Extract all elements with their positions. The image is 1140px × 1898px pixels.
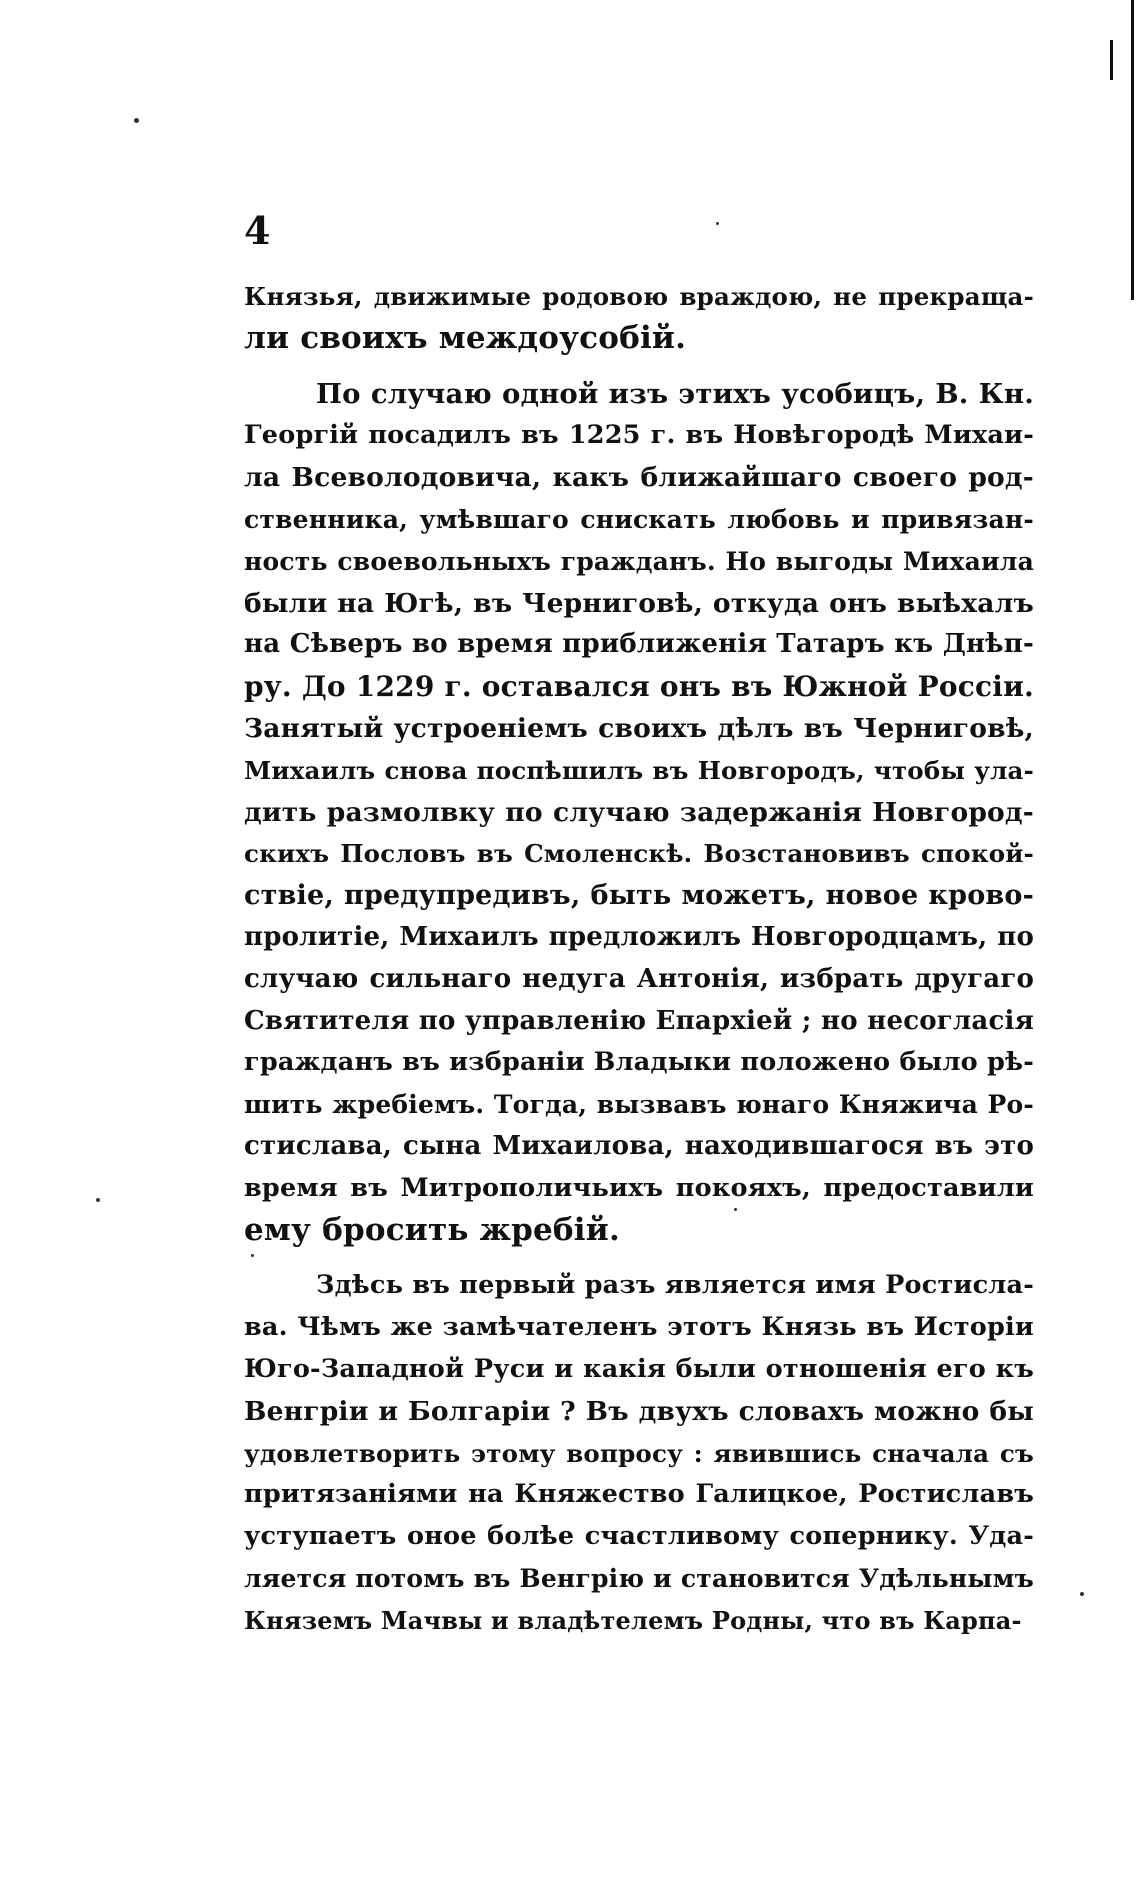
scan-edge-line	[1131, 0, 1134, 300]
text-line: на Сѣверъ во время приближенія Татаръ къ Днѣп-	[244, 629, 1034, 660]
scan-speck	[716, 222, 719, 225]
text-line: Михаилъ снова поспѣшилъ въ Новгородъ, чтобы ула-	[244, 755, 1034, 785]
scan-speck	[134, 118, 139, 123]
text-line: притязаніями на Княжество Галицкое, Ростиславъ	[244, 1479, 1034, 1510]
text-line: дить размолвку по случаю задержанія Новгород-	[244, 796, 1034, 828]
scan-speck	[1080, 1592, 1084, 1596]
text-line: ляется потомъ въ Венгрію и становится Удѣльнымъ	[244, 1563, 1034, 1593]
text-line: По случаю одной изъ этихъ усобицъ, В. Кн.	[316, 377, 1034, 410]
text-line: уступаетъ оное болѣе счастливому сопернику. Уда-	[244, 1521, 1034, 1552]
text-line: ру. До 1229 г. оставался онъ въ Южной Россіи.	[244, 670, 1034, 704]
paragraph-gap	[244, 360, 1034, 374]
text-line: Здѣсь въ первый разъ является имя Ростисла-	[316, 1270, 1034, 1301]
text-line: Занятый устроеніемъ своихъ дѣлъ въ Черниговѣ,	[244, 712, 1034, 744]
text-line: шить жребіемъ. Тогда, вызвавъ юнаго Княжича Ро-	[244, 1090, 1034, 1120]
text-line: скихъ Пословъ въ Смоленскѣ. Возстановивъ спокой-	[244, 839, 1034, 869]
text-line: стислава, сына Михаилова, находившагося въ это	[244, 1130, 1034, 1161]
scan-edge-mark	[1110, 40, 1113, 80]
page-number: 4	[244, 208, 271, 253]
text-line: случаю сильнаго недуга Антонія, избрать другаго	[244, 963, 1034, 994]
text-line: ему бросить жребій.	[244, 1211, 620, 1248]
text-line: удовлетворить этому вопросу : явившись сначала съ	[244, 1438, 1034, 1468]
text-line: ва. Чѣмъ же замѣчателенъ этотъ Князь въ Исторіи	[244, 1312, 1034, 1343]
text-line: ность своевольныхъ гражданъ. Но выгоды Михаила	[244, 546, 1034, 576]
text-line: Георгій посадилъ въ 1225 г. въ Новѣгородѣ Михаи-	[244, 420, 1034, 451]
text-line: ли своихъ междоусобій.	[244, 319, 687, 356]
text-line: время въ Митрополичьихъ покояхъ, предоставили	[244, 1172, 1034, 1203]
text-line: ственника, умѣвшаго снискать любовь и привязан-	[244, 504, 1034, 534]
text-line: Юго-Западной Руси и какія были отношенія его къ	[244, 1353, 1034, 1384]
body-text	[244, 276, 1034, 1642]
paragraph-gap	[244, 1251, 1034, 1265]
text-line: Святителя по управленію Епархіей ; но несогласія	[244, 1005, 1034, 1036]
text-line: Князья, движимые родовою враждою, не прекраща-	[244, 282, 1034, 311]
text-line: Венгріи и Болгаріи ? Въ двухъ словахъ можно бы	[244, 1395, 1034, 1427]
text-line: ла Всеволодовича, какъ ближайшаго своего род-	[244, 462, 1034, 494]
text-line: ствіе, предупредивъ, быть можетъ, новое крово-	[244, 880, 1034, 912]
text-line: были на Югѣ, въ Черниговѣ, откуда онъ выѣхалъ	[244, 587, 1034, 619]
paragraph	[244, 1265, 1034, 1641]
text-line: Княземъ Мачвы и владѣтелемъ Родны, что въ Карпа-	[244, 1605, 1022, 1635]
scan-speck	[96, 1198, 100, 1202]
text-line: гражданъ въ избраніи Владыки положено было рѣ-	[244, 1047, 1034, 1078]
paragraph	[244, 276, 1034, 360]
text-line: пролитіе, Михаилъ предложилъ Новгородцамъ, по	[244, 921, 1034, 952]
paragraph	[244, 374, 1034, 1252]
